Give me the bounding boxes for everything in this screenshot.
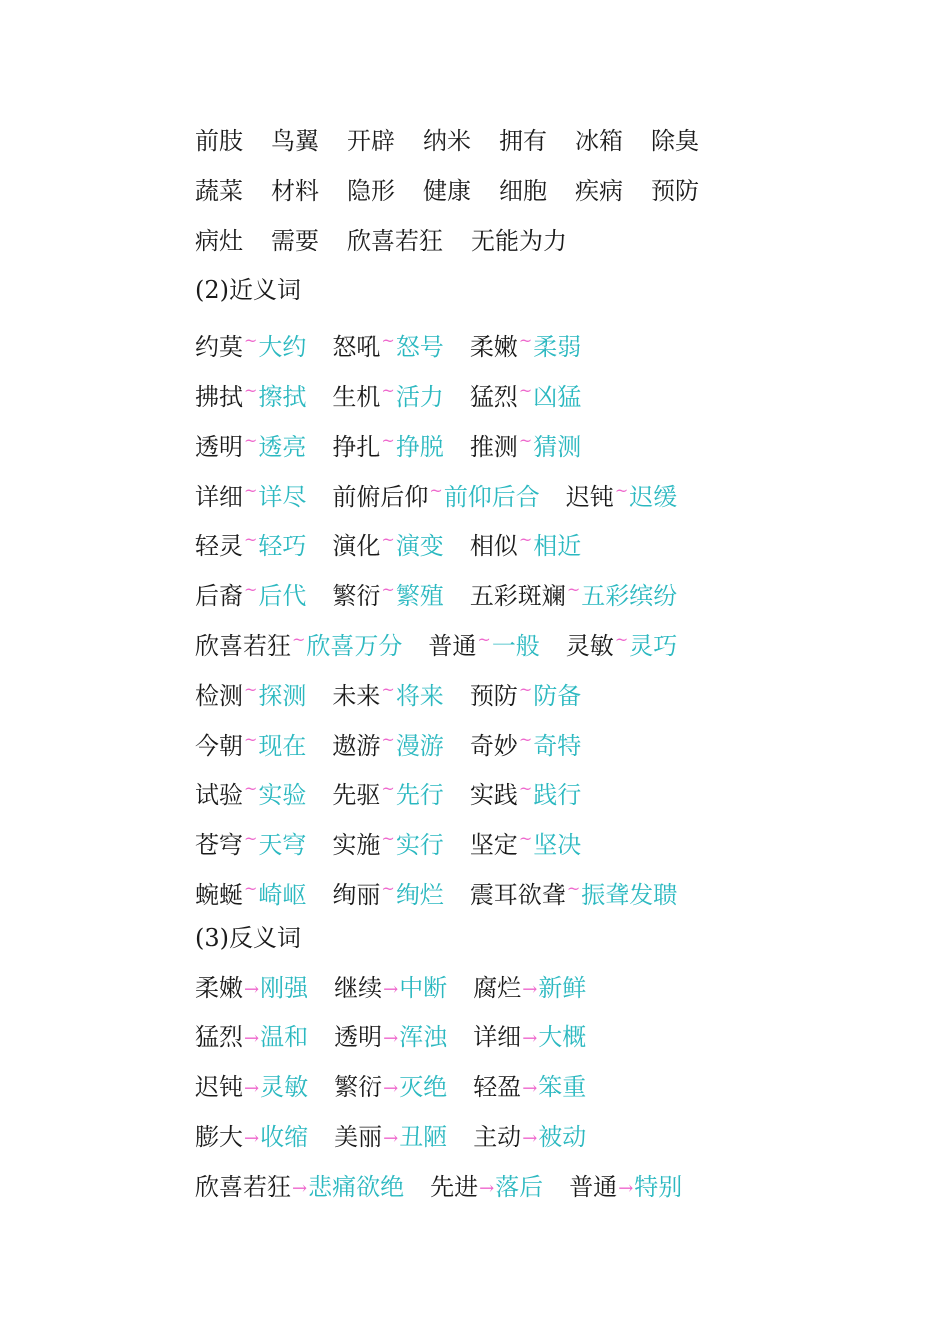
term-word: 约莫 <box>195 333 243 362</box>
answer-word: 践行 <box>533 781 582 810</box>
term-word: 试验 <box>195 781 243 810</box>
arrow-icon: → <box>244 1127 260 1149</box>
tilde-mark: ~ <box>244 779 258 799</box>
answer-word: 探测 <box>258 681 307 710</box>
answer-word: 实验 <box>258 781 307 810</box>
synonyms-row <box>195 715 727 765</box>
antonyms-heading: (3)反义词 <box>195 923 301 952</box>
tilde-mark: ~ <box>518 331 533 351</box>
tilde-mark: ~ <box>244 430 258 450</box>
synonyms-pair <box>195 366 306 423</box>
answer-word: 被动 <box>538 1122 587 1151</box>
antonyms-pair <box>473 1063 586 1114</box>
synonyms-pair <box>566 466 677 523</box>
answer-word: 透亮 <box>258 432 307 461</box>
synonyms-pair <box>470 316 581 373</box>
term-word: 详细 <box>473 1023 522 1052</box>
synonyms-row <box>195 814 727 864</box>
term-word: 生机 <box>332 382 381 411</box>
tilde-mark: ~ <box>244 331 258 351</box>
answer-word: 落后 <box>495 1172 544 1201</box>
answer-word: 大概 <box>538 1023 587 1052</box>
synonyms-heading-line <box>195 266 727 316</box>
term-word: 详细 <box>195 482 243 511</box>
answer-word: 五彩缤纷 <box>581 582 678 611</box>
vocab-word: 前肢 <box>195 127 243 155</box>
term-word: 坚定 <box>469 831 518 860</box>
arrow-icon: → <box>244 978 260 1000</box>
vocab-word: 疾病 <box>575 176 623 205</box>
arrow-icon: → <box>292 1177 308 1199</box>
answer-word: 崎岖 <box>258 880 307 909</box>
synonyms-pair <box>332 665 443 722</box>
term-word: 欣喜若狂 <box>195 631 291 660</box>
vocab-word: 需要 <box>271 226 319 255</box>
synonyms-pair <box>195 764 306 821</box>
term-word: 绚丽 <box>332 880 381 909</box>
antonyms-row <box>195 964 727 1014</box>
tilde-mark: ~ <box>566 878 581 898</box>
answer-word: 灵敏 <box>260 1073 309 1102</box>
vocab-row <box>195 117 727 167</box>
antonyms-pair <box>334 1013 447 1064</box>
term-word: 怒吼 <box>332 333 381 362</box>
synonyms-pair <box>470 565 677 622</box>
synonyms-pair <box>470 416 581 473</box>
term-word: 主动 <box>473 1122 522 1151</box>
synonyms-pair <box>332 466 539 523</box>
term-word: 遨游 <box>332 731 381 760</box>
tilde-mark: ~ <box>518 530 533 550</box>
antonyms-pair <box>195 1013 308 1064</box>
answer-word: 悲痛欲绝 <box>308 1172 405 1201</box>
vocab-word: 隐形 <box>347 176 395 205</box>
antonyms-row <box>195 1163 727 1213</box>
answer-word: 后代 <box>258 582 307 611</box>
synonyms-pair <box>332 715 443 772</box>
answer-word: 演变 <box>395 532 444 561</box>
answer-word: 欣喜万分 <box>306 631 403 660</box>
vocab-word: 无能为力 <box>471 226 567 255</box>
synonyms-pair <box>470 715 581 772</box>
vocab-word: 预防 <box>651 176 699 205</box>
answer-word: 轻巧 <box>258 532 307 561</box>
vocab-word: 纳米 <box>423 127 471 155</box>
answer-word: 活力 <box>395 382 444 411</box>
arrow-icon: → <box>522 1127 538 1149</box>
synonyms-pair <box>195 316 306 373</box>
tilde-mark: ~ <box>518 779 533 799</box>
answer-word: 前仰后合 <box>443 482 540 511</box>
vocab-word: 细胞 <box>499 176 547 205</box>
term-word: 迟钝 <box>195 1073 243 1102</box>
term-word: 蜿蜒 <box>195 880 243 909</box>
answer-word: 繁殖 <box>395 582 444 611</box>
term-word: 先进 <box>430 1172 479 1201</box>
vocab-word: 拥有 <box>499 127 547 155</box>
tilde-mark: ~ <box>381 679 395 699</box>
vocab-word: 材料 <box>271 176 319 205</box>
antonyms-heading-line <box>195 914 727 964</box>
term-word: 拂拭 <box>195 382 243 411</box>
antonyms-pair <box>334 1063 447 1114</box>
answer-word: 实行 <box>395 831 444 860</box>
term-word: 膨大 <box>195 1122 243 1151</box>
answer-word: 笨重 <box>538 1073 587 1102</box>
antonyms-pair <box>473 1013 586 1064</box>
tilde-mark: ~ <box>292 629 306 649</box>
term-word: 后裔 <box>195 582 243 611</box>
antonyms-pair <box>569 1163 682 1214</box>
tilde-mark: ~ <box>518 430 533 450</box>
tilde-mark: ~ <box>244 580 258 600</box>
arrow-icon: → <box>244 1028 260 1050</box>
tilde-mark: ~ <box>244 480 258 500</box>
tilde-mark: ~ <box>429 480 443 500</box>
synonyms-row <box>195 515 727 565</box>
arrow-icon: → <box>522 1078 538 1100</box>
synonyms-pair <box>470 864 677 921</box>
term-word: 迟钝 <box>565 482 614 511</box>
term-word: 先驱 <box>332 781 381 810</box>
synonyms-pair <box>195 715 306 772</box>
synonyms-pair <box>470 665 581 722</box>
synonyms-pair <box>470 366 581 423</box>
tilde-mark: ~ <box>381 878 395 898</box>
synonyms-row <box>195 316 727 366</box>
tilde-mark: ~ <box>244 729 258 749</box>
answer-word: 相近 <box>533 532 582 561</box>
term-word: 柔嫩 <box>469 333 518 362</box>
answer-word: 漫游 <box>395 731 444 760</box>
synonyms-section <box>195 316 727 914</box>
arrow-icon: → <box>522 978 538 1000</box>
tilde-mark: ~ <box>381 829 395 849</box>
arrow-icon: → <box>383 978 399 1000</box>
term-word: 震耳欲聋 <box>469 880 566 909</box>
term-word: 挣扎 <box>332 432 381 461</box>
answer-word: 新鲜 <box>538 973 587 1002</box>
tilde-mark: ~ <box>244 530 258 550</box>
answer-word: 灵巧 <box>629 631 678 660</box>
term-word: 美丽 <box>334 1122 383 1151</box>
tilde-mark: ~ <box>381 380 395 400</box>
synonyms-pair <box>332 366 443 423</box>
term-word: 猛烈 <box>195 1023 243 1052</box>
term-word: 欣喜若狂 <box>195 1172 291 1201</box>
answer-word: 天穹 <box>258 831 307 860</box>
synonyms-pair <box>195 864 306 921</box>
answer-word: 特别 <box>634 1172 683 1201</box>
synonyms-pair <box>195 515 306 572</box>
tilde-mark: ~ <box>244 679 258 699</box>
term-word: 普通 <box>428 631 477 660</box>
synonyms-pair <box>470 764 581 821</box>
antonyms-pair <box>473 964 586 1015</box>
tilde-mark: ~ <box>381 779 395 799</box>
vocab-word: 蔬菜 <box>195 176 243 205</box>
vocab-word: 鸟翼 <box>271 127 319 155</box>
tilde-mark: ~ <box>518 729 533 749</box>
term-word: 演化 <box>332 532 381 561</box>
synonyms-pair <box>566 615 677 672</box>
term-word: 奇妙 <box>469 731 518 760</box>
tilde-mark: ~ <box>518 679 533 699</box>
term-word: 实践 <box>469 781 518 810</box>
term-word: 检测 <box>195 681 243 710</box>
answer-word: 丑陋 <box>399 1122 448 1151</box>
answer-word: 刚强 <box>260 973 309 1002</box>
term-word: 轻灵 <box>195 532 243 561</box>
answer-word: 柔弱 <box>533 333 582 362</box>
synonyms-row <box>195 764 727 814</box>
vocab-word: 冰箱 <box>575 127 623 155</box>
vocab-word: 除臭 <box>651 127 699 155</box>
answer-word: 迟缓 <box>629 482 678 511</box>
antonyms-pair <box>334 1113 447 1164</box>
term-word: 预防 <box>469 681 518 710</box>
vocab-section <box>195 117 727 266</box>
tilde-mark: ~ <box>381 331 395 351</box>
term-word: 今朝 <box>195 731 243 760</box>
term-word: 继续 <box>334 973 383 1002</box>
tilde-mark: ~ <box>614 629 629 649</box>
vocab-row <box>195 217 727 267</box>
term-word: 普通 <box>569 1172 618 1201</box>
synonyms-pair <box>332 764 443 821</box>
synonyms-pair <box>470 814 581 871</box>
tilde-mark: ~ <box>244 829 258 849</box>
vocab-word: 欣喜若狂 <box>347 226 443 255</box>
tilde-mark: ~ <box>244 878 258 898</box>
answer-word: 现在 <box>258 731 307 760</box>
term-word: 灵敏 <box>565 631 614 660</box>
tilde-mark: ~ <box>566 580 581 600</box>
synonyms-pair <box>428 615 539 672</box>
answer-word: 猜测 <box>533 432 582 461</box>
arrow-icon: → <box>618 1177 634 1199</box>
antonyms-pair <box>195 1113 308 1164</box>
answer-word: 防备 <box>533 681 582 710</box>
synonyms-row <box>195 565 727 615</box>
synonyms-pair <box>332 515 443 572</box>
answer-word: 振聋发聩 <box>581 880 678 909</box>
synonyms-row <box>195 615 727 665</box>
tilde-mark: ~ <box>477 629 491 649</box>
arrow-icon: → <box>383 1028 399 1050</box>
tilde-mark: ~ <box>614 480 629 500</box>
tilde-mark: ~ <box>381 580 395 600</box>
synonyms-heading: (2)近义词 <box>195 276 301 305</box>
term-word: 推测 <box>469 432 518 461</box>
answer-word: 灭绝 <box>399 1073 448 1102</box>
synonyms-pair <box>195 416 306 473</box>
answer-word: 将来 <box>395 681 444 710</box>
arrow-icon: → <box>244 1078 260 1100</box>
term-word: 轻盈 <box>473 1073 522 1102</box>
term-word: 繁衍 <box>334 1073 383 1102</box>
answer-word: 详尽 <box>258 482 307 511</box>
arrow-icon: → <box>383 1127 399 1149</box>
answer-word: 绚烂 <box>395 880 444 909</box>
term-word: 腐烂 <box>473 973 522 1002</box>
antonyms-section <box>195 964 727 1213</box>
synonyms-row <box>195 466 727 516</box>
answer-word: 大约 <box>258 333 307 362</box>
synonyms-row <box>195 416 727 466</box>
synonyms-pair <box>195 615 402 672</box>
antonyms-pair <box>195 1063 308 1114</box>
synonyms-pair <box>470 515 581 572</box>
synonyms-pair <box>195 814 306 871</box>
term-word: 透明 <box>195 432 243 461</box>
tilde-mark: ~ <box>381 430 395 450</box>
vocab-word: 健康 <box>423 176 471 205</box>
vocab-word: 开辟 <box>347 127 395 155</box>
answer-word: 先行 <box>395 781 444 810</box>
answer-word: 凶猛 <box>533 382 582 411</box>
tilde-mark: ~ <box>518 829 533 849</box>
synonyms-row <box>195 366 727 416</box>
term-word: 前俯后仰 <box>332 482 429 511</box>
arrow-icon: → <box>479 1177 495 1199</box>
synonyms-row <box>195 864 727 914</box>
arrow-icon: → <box>383 1078 399 1100</box>
tilde-mark: ~ <box>381 729 395 749</box>
term-word: 繁衍 <box>332 582 381 611</box>
term-word: 猛烈 <box>469 382 518 411</box>
term-word: 柔嫩 <box>195 973 243 1002</box>
answer-word: 中断 <box>399 973 448 1002</box>
antonyms-pair <box>430 1163 543 1214</box>
term-word: 相似 <box>469 532 518 561</box>
answer-word: 挣脱 <box>395 432 444 461</box>
tilde-mark: ~ <box>381 530 395 550</box>
antonyms-pair <box>195 1163 404 1214</box>
answer-word: 浑浊 <box>399 1023 448 1052</box>
answer-word: 擦拭 <box>258 382 307 411</box>
term-word: 苍穹 <box>195 831 243 860</box>
answer-word: 怒号 <box>395 333 444 362</box>
antonyms-row <box>195 1013 727 1063</box>
answer-word: 温和 <box>260 1023 309 1052</box>
term-word: 五彩斑斓 <box>469 582 566 611</box>
vocab-row <box>195 167 727 217</box>
synonyms-pair <box>195 466 306 523</box>
antonyms-row <box>195 1063 727 1113</box>
synonyms-pair <box>195 665 306 722</box>
answer-word: 收缩 <box>260 1122 309 1151</box>
antonyms-row <box>195 1113 727 1163</box>
answer-word: 一般 <box>491 631 540 660</box>
synonyms-pair <box>332 316 443 373</box>
synonyms-pair <box>332 864 443 921</box>
term-word: 未来 <box>332 681 381 710</box>
vocab-word: 病灶 <box>195 226 243 255</box>
synonyms-pair <box>332 416 443 473</box>
answer-word: 坚决 <box>533 831 582 860</box>
synonyms-pair <box>332 814 443 871</box>
word-list <box>195 117 727 1213</box>
synonyms-pair <box>195 565 306 622</box>
arrow-icon: → <box>522 1028 538 1050</box>
antonyms-pair <box>473 1113 586 1164</box>
antonyms-pair <box>334 964 447 1015</box>
term-word: 透明 <box>334 1023 383 1052</box>
tilde-mark: ~ <box>518 380 533 400</box>
antonyms-pair <box>195 964 308 1015</box>
answer-word: 奇特 <box>533 731 582 760</box>
term-word: 实施 <box>332 831 381 860</box>
synonyms-row <box>195 665 727 715</box>
synonyms-pair <box>332 565 443 622</box>
tilde-mark: ~ <box>244 380 258 400</box>
